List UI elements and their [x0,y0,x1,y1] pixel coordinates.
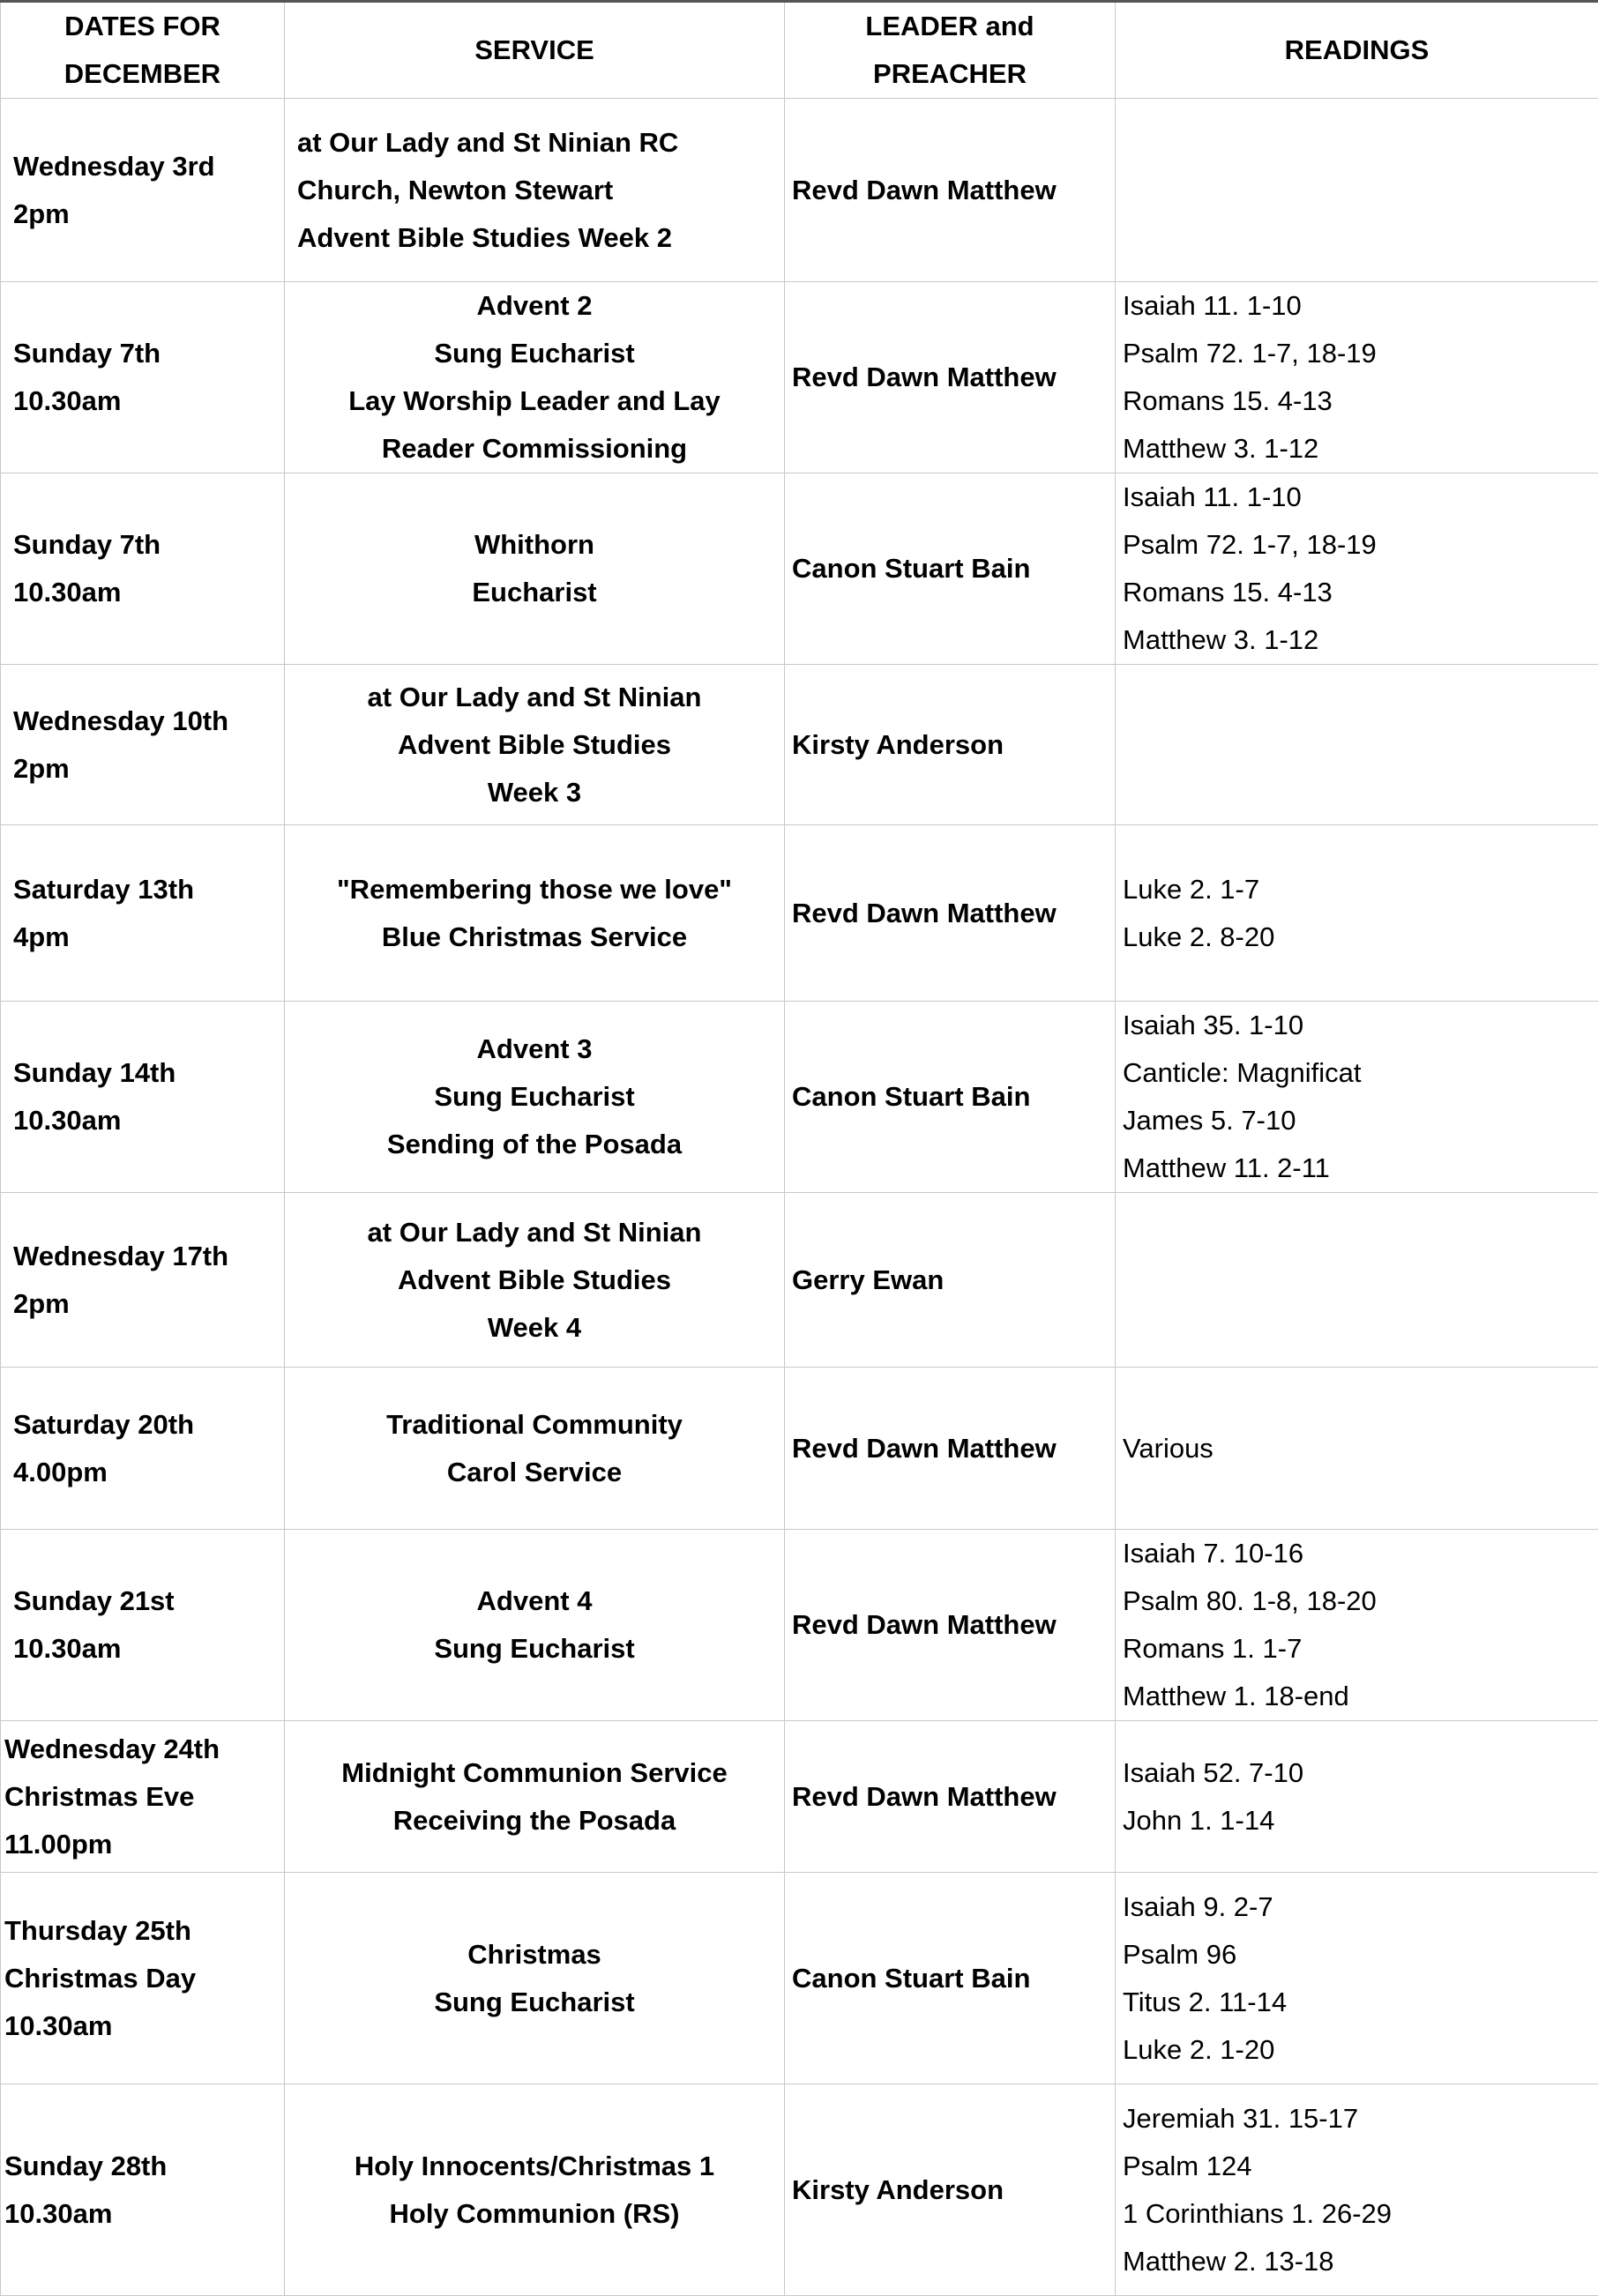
date-line: 10.30am [13,1097,284,1144]
date-cell [1,1368,285,1530]
readings-cell [1116,1873,1598,2084]
service-line: Sung Eucharist [285,330,784,377]
reading-line: Matthew 11. 2-11 [1123,1144,1598,1192]
date-line: 4pm [13,913,284,961]
service-line: Receiving the Posada [285,1797,784,1845]
leader-cell: Revd Dawn Matthew [785,1721,1116,1873]
leader-cell: Revd Dawn Matthew [785,825,1116,1002]
service-line: Traditional Community [285,1401,784,1449]
date-line: 10.30am [4,2002,284,2050]
service-line: Sung Eucharist [285,1979,784,2026]
table-row [1,282,1598,473]
reading-line: Isaiah 9. 2-7 [1123,1883,1598,1931]
reading-line: Matthew 3. 1-12 [1123,616,1598,664]
reading-line: Romans 15. 4-13 [1123,377,1598,425]
date-cell [1,1002,285,1193]
header-leader [785,2,1116,99]
service-cell [285,1530,785,1721]
service-line: Carol Service [285,1449,784,1496]
leader-cell: Canon Stuart Bain [785,1002,1116,1193]
service-line: Advent Bible Studies [285,721,784,769]
service-cell [285,1873,785,2084]
leader-cell: Canon Stuart Bain [785,1873,1116,2084]
readings-cell [1116,1193,1598,1368]
table-row [1,1530,1598,1721]
table-row [1,1193,1598,1368]
date-line: Saturday 20th [13,1401,284,1449]
service-line: Reader Commissioning [285,425,784,473]
service-line: at Our Lady and St Ninian RC [297,119,784,167]
reading-line: Jeremiah 31. 15-17 [1123,2095,1598,2143]
service-cell [285,665,785,825]
reading-line: Psalm 124 [1123,2143,1598,2190]
header-dates-line: DECEMBER [1,50,284,98]
reading-line: Various [1123,1425,1598,1472]
service-line: Week 3 [285,769,784,816]
reading-line: Psalm 96 [1123,1931,1598,1979]
readings-cell [1116,99,1598,282]
readings-cell [1116,2084,1598,2296]
service-line: Advent 4 [285,1577,784,1625]
date-cell [1,825,285,1002]
reading-line: Isaiah 11. 1-10 [1123,473,1598,521]
service-line: Holy Innocents/Christmas 1 [285,2143,784,2190]
leader-cell: Kirsty Anderson [785,2084,1116,2296]
date-line: Wednesday 3rd [13,143,284,190]
table-row [1,473,1598,665]
service-line: Midnight Communion Service [285,1749,784,1797]
date-line: Sunday 7th [13,521,284,569]
date-cell [1,665,285,825]
service-cell [285,1002,785,1193]
readings-cell [1116,1721,1598,1873]
reading-line: Titus 2. 11-14 [1123,1979,1598,2026]
service-line: Advent 2 [285,282,784,330]
header-readings: READINGS [1116,2,1598,99]
readings-cell [1116,665,1598,825]
service-line: Advent 3 [285,1025,784,1073]
leader-cell: Revd Dawn Matthew [785,1530,1116,1721]
service-line: Sending of the Posada [285,1121,784,1168]
reading-line: Matthew 1. 18-end [1123,1673,1598,1720]
service-line: Eucharist [285,569,784,616]
reading-line: Matthew 2. 13-18 [1123,2238,1598,2285]
reading-line: Psalm 72. 1-7, 18-19 [1123,330,1598,377]
date-cell [1,2084,285,2296]
header-leader-line: LEADER and [785,3,1115,50]
table-row [1,1002,1598,1193]
header-leader-line: PREACHER [785,50,1115,98]
table-body [1,99,1598,2296]
date-line: 10.30am [13,569,284,616]
service-cell [285,99,785,282]
reading-line: Canticle: Magnificat [1123,1049,1598,1097]
date-line: 2pm [13,1280,284,1328]
leader-cell: Kirsty Anderson [785,665,1116,825]
service-cell [285,473,785,665]
reading-line: Psalm 72. 1-7, 18-19 [1123,521,1598,569]
date-line: Sunday 14th [13,1049,284,1097]
reading-line: Luke 2. 1-7 [1123,866,1598,913]
service-line: Whithorn [285,521,784,569]
date-line: Wednesday 24th [4,1726,284,1773]
table-row [1,99,1598,282]
date-line: Christmas Eve [4,1773,284,1821]
service-line: Christmas [285,1931,784,1979]
reading-line: Romans 1. 1-7 [1123,1625,1598,1673]
date-cell [1,1721,285,1873]
service-line: Advent Bible Studies [285,1256,784,1304]
reading-line: John 1. 1-14 [1123,1797,1598,1845]
leader-cell: Revd Dawn Matthew [785,1368,1116,1530]
date-cell [1,282,285,473]
service-line: at Our Lady and St Ninian [285,1209,784,1256]
service-line: Advent Bible Studies Week 2 [297,214,784,262]
service-cell [285,1721,785,1873]
service-cell [285,2084,785,2296]
date-cell [1,99,285,282]
service-line: Blue Christmas Service [285,913,784,961]
date-line: 10.30am [4,2190,284,2238]
table-row [1,825,1598,1002]
service-line: Sung Eucharist [285,1073,784,1121]
reading-line: Matthew 3. 1-12 [1123,425,1598,473]
date-cell [1,1873,285,2084]
date-line: 10.30am [13,1625,284,1673]
header-service: SERVICE [285,2,785,99]
date-cell [1,473,285,665]
date-line: 10.30am [13,377,284,425]
header-dates-line: DATES FOR [1,3,284,50]
service-cell [285,282,785,473]
readings-cell [1116,1368,1598,1530]
service-line: "Remembering those we love" [285,866,784,913]
date-line: Sunday 7th [13,330,284,377]
service-cell [285,1193,785,1368]
date-line: Christmas Day [4,1955,284,2002]
date-line: 2pm [13,190,284,238]
reading-line: Isaiah 7. 10-16 [1123,1530,1598,1577]
service-line: Holy Communion (RS) [285,2190,784,2238]
reading-line: 1 Corinthians 1. 26-29 [1123,2190,1598,2238]
reading-line: Romans 15. 4-13 [1123,569,1598,616]
table-row [1,2084,1598,2296]
service-line: Sung Eucharist [285,1625,784,1673]
reading-line: Luke 2. 8-20 [1123,913,1598,961]
date-line: Wednesday 10th [13,697,284,745]
header-dates [1,2,285,99]
reading-line: Isaiah 35. 1-10 [1123,1002,1598,1049]
service-cell [285,825,785,1002]
leader-cell: Revd Dawn Matthew [785,99,1116,282]
service-line: Church, Newton Stewart [297,167,784,214]
table-row [1,1721,1598,1873]
readings-cell [1116,825,1598,1002]
table-row [1,1368,1598,1530]
date-line: Saturday 13th [13,866,284,913]
date-line: 4.00pm [13,1449,284,1496]
table-row [1,665,1598,825]
service-line: at Our Lady and St Ninian [285,674,784,721]
date-cell [1,1530,285,1721]
leader-cell: Gerry Ewan [785,1193,1116,1368]
service-line: Week 4 [285,1304,784,1352]
date-line: Thursday 25th [4,1907,284,1955]
table-row [1,1873,1598,2084]
readings-cell [1116,1002,1598,1193]
header-row [1,2,1598,99]
reading-line: James 5. 7-10 [1123,1097,1598,1144]
date-line: Sunday 28th [4,2143,284,2190]
readings-cell [1116,473,1598,665]
service-line: Lay Worship Leader and Lay [285,377,784,425]
date-line: Sunday 21st [13,1577,284,1625]
service-cell [285,1368,785,1530]
reading-line: Isaiah 52. 7-10 [1123,1749,1598,1797]
date-line: 2pm [13,745,284,793]
readings-cell [1116,282,1598,473]
date-cell [1,1193,285,1368]
date-line: Wednesday 17th [13,1233,284,1280]
reading-line: Luke 2. 1-20 [1123,2026,1598,2074]
leader-cell: Revd Dawn Matthew [785,282,1116,473]
reading-line: Psalm 80. 1-8, 18-20 [1123,1577,1598,1625]
reading-line: Isaiah 11. 1-10 [1123,282,1598,330]
readings-cell [1116,1530,1598,1721]
leader-cell: Canon Stuart Bain [785,473,1116,665]
date-line: 11.00pm [4,1821,284,1868]
